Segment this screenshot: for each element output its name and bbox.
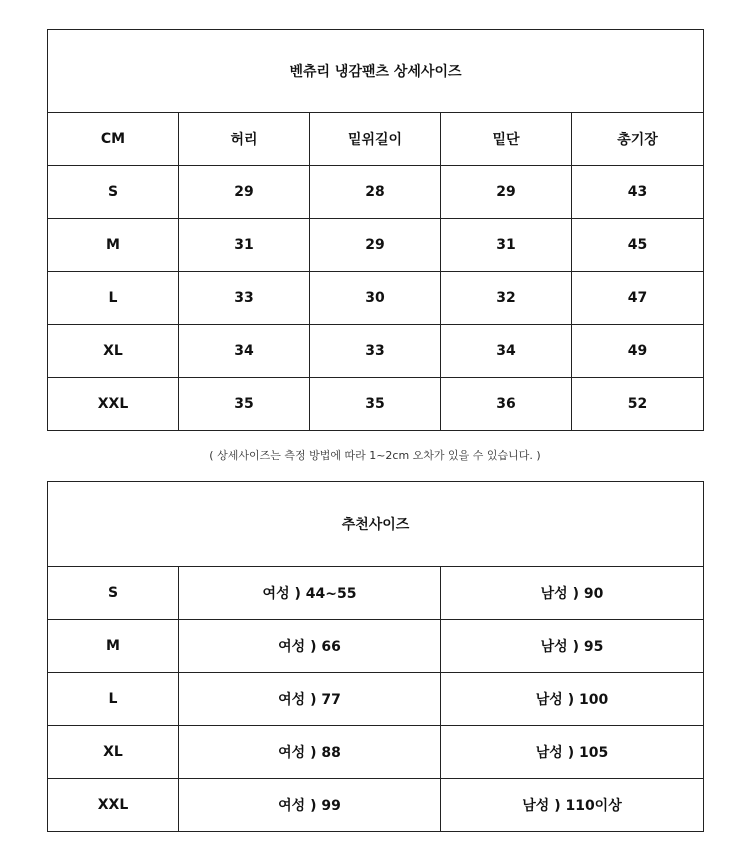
size-label-cell: M [48, 620, 179, 673]
header-cell: 허리 [179, 113, 310, 166]
table-cell: 43 [572, 166, 704, 219]
size-detail-table [47, 29, 704, 431]
size-table-header-row [48, 113, 704, 166]
table-row [48, 779, 704, 832]
men-size-cell: 남성 ) 110이상 [441, 779, 704, 832]
table-cell: 31 [179, 219, 310, 272]
table-row [48, 378, 704, 431]
women-size-cell: 여성 ) 77 [179, 673, 441, 726]
size-label-cell: L [48, 272, 179, 325]
recommend-table-title: 추천사이즈 [48, 482, 704, 567]
size-label-cell: L [48, 673, 179, 726]
women-size-cell: 여성 ) 66 [179, 620, 441, 673]
size-label-cell: XXL [48, 779, 179, 832]
table-cell: 34 [179, 325, 310, 378]
recommend-size-table [47, 481, 704, 832]
table-row [48, 272, 704, 325]
men-size-cell: 남성 ) 90 [441, 567, 704, 620]
header-cell: CM [48, 113, 179, 166]
table-cell: 33 [179, 272, 310, 325]
table-cell: 29 [310, 219, 441, 272]
table-cell: 35 [310, 378, 441, 431]
table-row [48, 673, 704, 726]
size-label-cell: XL [48, 325, 179, 378]
table-cell: 33 [310, 325, 441, 378]
header-cell: 밑위길이 [310, 113, 441, 166]
size-table-title: 벤츄리 냉감팬츠 상세사이즈 [48, 30, 704, 113]
men-size-cell: 남성 ) 95 [441, 620, 704, 673]
table-row [48, 620, 704, 673]
header-cell: 총기장 [572, 113, 704, 166]
table-cell: 29 [179, 166, 310, 219]
women-size-cell: 여성 ) 88 [179, 726, 441, 779]
table-cell: 36 [441, 378, 572, 431]
table-cell: 35 [179, 378, 310, 431]
women-size-cell: 여성 ) 44~55 [179, 567, 441, 620]
men-size-cell: 남성 ) 100 [441, 673, 704, 726]
table-row [48, 567, 704, 620]
men-size-cell: 남성 ) 105 [441, 726, 704, 779]
table-cell: 29 [441, 166, 572, 219]
size-label-cell: S [48, 567, 179, 620]
table-row [48, 726, 704, 779]
size-label-cell: XXL [48, 378, 179, 431]
table-cell: 31 [441, 219, 572, 272]
measurement-note: ( 상세사이즈는 측정 방법에 따라 1~2cm 오차가 있을 수 있습니다. ) [209, 449, 541, 462]
table-row [48, 325, 704, 378]
size-label-cell: S [48, 166, 179, 219]
table-cell: 28 [310, 166, 441, 219]
table-cell: 32 [441, 272, 572, 325]
table-row [48, 219, 704, 272]
women-size-cell: 여성 ) 99 [179, 779, 441, 832]
table-row [48, 166, 704, 219]
header-cell: 밑단 [441, 113, 572, 166]
size-label-cell: M [48, 219, 179, 272]
table-cell: 49 [572, 325, 704, 378]
size-label-cell: XL [48, 726, 179, 779]
table-cell: 47 [572, 272, 704, 325]
table-cell: 45 [572, 219, 704, 272]
table-cell: 34 [441, 325, 572, 378]
table-cell: 52 [572, 378, 704, 431]
table-cell: 30 [310, 272, 441, 325]
